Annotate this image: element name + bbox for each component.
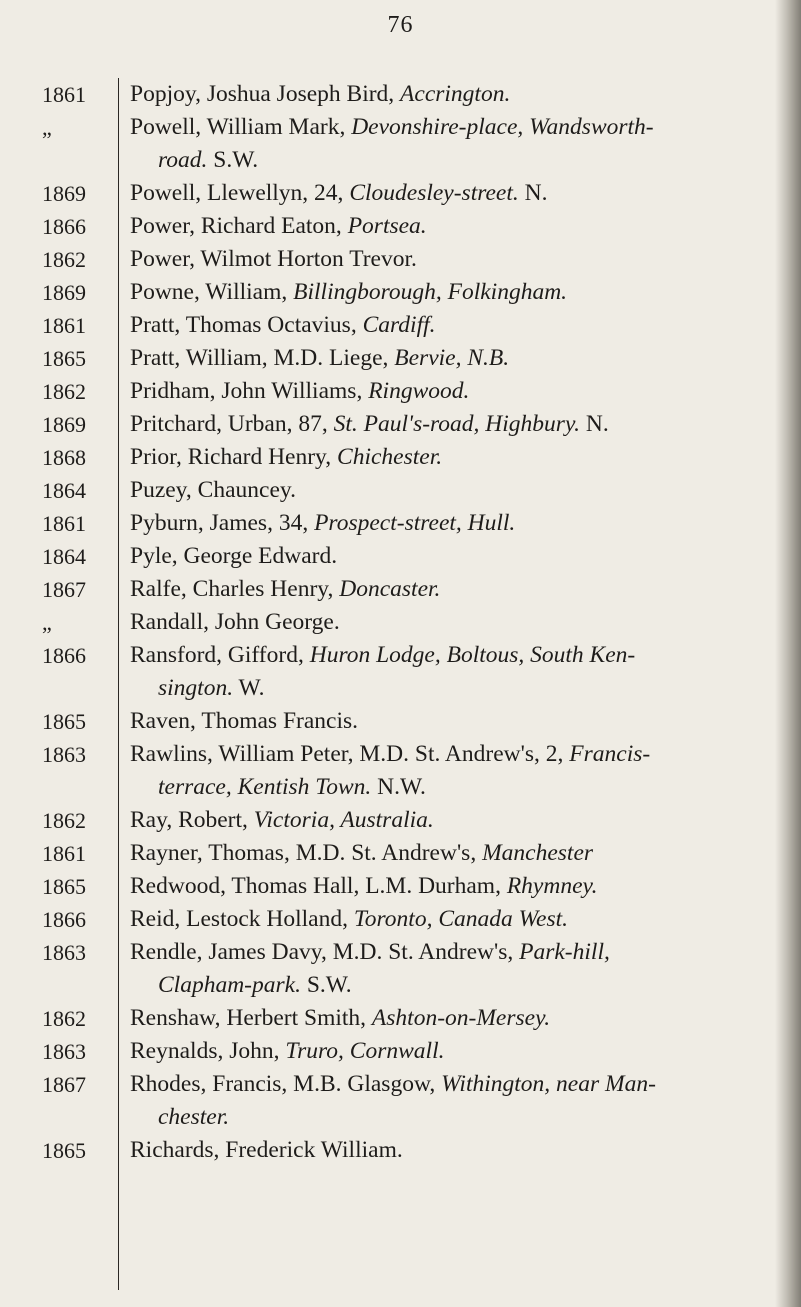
register-entry [0,210,801,243]
entry-name-text: Pritchard, Urban, 87, [130,411,334,437]
entry-name-text: Pratt, Thomas Octavius, [130,312,363,338]
entry-name-text: Rawlins, William Peter, M.D. St. Andrew's, 2, [130,741,570,767]
entry-name-text: W. [233,675,265,701]
entry-address-italic: Francis- [569,741,651,767]
register-entry [0,738,801,804]
entry-name-text: Pridham, John Williams, [130,378,369,404]
entry-year: 1866 [42,643,86,668]
entry-line [130,543,337,569]
entry-address-italic: Billingborough, Folkingham. [293,279,568,305]
register-entry [0,111,801,177]
entry-name-text: Ransford, Gifford, [130,642,310,668]
entry-line [130,576,440,602]
entry-name-text: S.W. [300,972,352,998]
register-entry [0,243,801,276]
entry-year: 1865 [42,709,86,734]
entry-text [130,342,770,375]
entry-line [130,906,568,932]
entry-text [130,474,770,507]
entry-address-italic: Cloudesley-street. [349,180,519,206]
register-entry [0,474,801,507]
page-edge-shadow [775,0,801,1307]
entry-name-text: Prior, Richard Henry, [130,444,338,470]
entry-name-text: Popjoy, Joshua Joseph Bird, [130,81,401,107]
entry-text [130,573,770,606]
entry-line [130,477,296,503]
entry-text [130,606,770,639]
entry-address-italic: road. [158,147,208,173]
register-entry [0,540,801,573]
register-entry [0,342,801,375]
entry-name-text: Power, Wilmot Horton Trevor. [130,246,417,272]
entry-address-italic: Doncaster. [339,576,441,602]
entry-address-italic: Ringwood. [368,378,470,404]
entry-year: 1866 [42,214,86,239]
entry-year: 1865 [42,346,86,371]
entry-year: 1861 [42,511,86,536]
entry-text [130,408,770,441]
entry-year: 1865 [42,1138,86,1163]
entry-line [130,312,436,338]
entry-name-text: Renshaw, Herbert Smith, [130,1005,372,1031]
entry-address-italic: Bervie, N.B. [394,345,510,371]
entry-name-text: Reid, Lestock Holland, [130,906,354,932]
entry-year: 1862 [42,247,86,272]
entry-year: 1862 [42,808,86,833]
entry-year: 1864 [42,544,86,569]
entry-text [130,1068,770,1134]
entry-name-text: N. [579,411,609,437]
entry-name-text: Randall, John George. [130,609,340,635]
entry-text [130,936,770,1002]
entry-year: 1862 [42,1006,86,1031]
entry-year: „ [42,115,52,140]
entry-text [130,540,770,573]
entry-name-text: Powell, Llewellyn, 24, [130,180,350,206]
entry-line [130,114,654,140]
register-entry [0,375,801,408]
entry-line [130,741,650,767]
entry-line [130,939,610,965]
register-entry [0,837,801,870]
entry-text [130,804,770,837]
register-entries [0,78,801,1167]
entry-address-italic: Huron Lodge, Boltous, South Ken- [309,642,636,668]
entry-name-text: Powne, William, [130,279,294,305]
entry-year: 1863 [42,940,86,965]
entry-line [130,213,427,239]
entry-name-text: Puzey, Chauncey. [130,477,296,503]
entry-name-text: Richards, Frederick William. [130,1137,403,1163]
register-entry [0,309,801,342]
entry-text [130,309,770,342]
entry-address-italic: Clapham-park. [158,972,301,998]
entry-line [130,180,548,206]
entry-continuation-line [130,771,770,804]
entry-line [130,81,510,107]
entry-address-italic: Withington, near Man- [441,1071,656,1097]
page-number: 76 [387,12,414,38]
entry-address-italic: Park-hill, [519,939,610,965]
entry-address-italic: Portsea. [347,213,427,239]
entry-year: 1867 [42,1072,86,1097]
entry-year: 1869 [42,181,86,206]
entry-text [130,1002,770,1035]
entry-line [130,1038,444,1064]
entry-address-italic: Accrington. [400,81,511,107]
entry-address-italic: Rhymney. [506,873,598,899]
entry-line [130,1005,550,1031]
entry-continuation-line [130,672,770,705]
entry-line [130,411,609,437]
register-entry [0,1002,801,1035]
register-entry [0,78,801,111]
entry-line [130,708,358,734]
entry-text [130,507,770,540]
entry-name-text: Power, Richard Eaton, [130,213,348,239]
entry-year: 1865 [42,874,86,899]
entry-line [130,807,434,833]
register-entry [0,1068,801,1134]
entry-year: 1861 [42,313,86,338]
entry-address-italic: Ashton-on-Mersey. [371,1005,551,1031]
register-entry [0,177,801,210]
entry-name-text: Pyburn, James, 34, [130,510,315,536]
entry-address-italic: chester. [158,1104,230,1130]
entry-text [130,903,770,936]
entry-line [130,1137,403,1163]
register-entry [0,276,801,309]
register-entry [0,903,801,936]
entry-text [130,870,770,903]
entry-line [130,345,509,371]
entry-year: 1863 [42,742,86,767]
entry-year: 1861 [42,82,86,107]
entry-name-text: Ralfe, Charles Henry, [130,576,340,602]
entry-text [130,210,770,243]
entry-text [130,705,770,738]
entry-year: 1866 [42,907,86,932]
entry-text [130,1134,770,1167]
entry-line [130,840,593,866]
entry-text [130,639,770,705]
entry-year: 1869 [42,280,86,305]
register-entry [0,1035,801,1068]
entry-line [130,642,635,668]
entry-line [130,609,340,635]
register-entry [0,507,801,540]
entry-year: „ [42,610,52,635]
register-entry [0,870,801,903]
entry-text [130,738,770,804]
entry-text [130,111,770,177]
entry-line [130,444,442,470]
entry-line [130,378,469,404]
entry-address-italic: Truro, Cornwall. [285,1038,445,1064]
entry-text [130,837,770,870]
entry-text [130,441,770,474]
entry-year: 1864 [42,478,86,503]
entry-name-text: Rayner, Thomas, M.D. St. Andrew's, [130,840,483,866]
entry-name-text: Powell, William Mark, [130,114,352,140]
entry-text [130,177,770,210]
register-entry [0,606,801,639]
entry-address-italic: sington. [158,675,234,701]
entry-year: 1869 [42,412,86,437]
entry-name-text: Rhodes, Francis, M.B. Glasgow, [130,1071,442,1097]
entry-text [130,276,770,309]
entry-year: 1867 [42,577,86,602]
entry-name-text: Pyle, George Edward. [130,543,338,569]
entry-address-italic: Chichester. [337,444,443,470]
entry-name-text: N.W. [371,774,426,800]
register-entry [0,441,801,474]
register-entry [0,804,801,837]
entry-year: 1868 [42,445,86,470]
entry-address-italic: terrace, Kentish Town. [158,774,372,800]
entry-name-text: S.W. [207,147,259,173]
entry-address-italic: Cardiff. [362,312,436,338]
entry-year: 1863 [42,1039,86,1064]
entry-continuation-line [130,144,770,177]
entry-line [130,873,598,899]
entry-name-text: Rendle, James Davy, M.D. St. Andrew's, [130,939,520,965]
entry-address-italic: Manchester [482,840,594,866]
entry-name-text: Ray, Robert, [130,807,254,833]
register-entry [0,936,801,1002]
entry-name-text: Raven, Thomas Francis. [130,708,359,734]
entry-continuation-line [130,1101,770,1134]
entry-text [130,78,770,111]
register-entry [0,639,801,705]
entry-line [130,1071,656,1097]
entry-address-italic: Devonshire-place, Wandsworth- [351,114,654,140]
entry-name-text: Pratt, William, M.D. Liege, [130,345,395,371]
entry-address-italic: Toronto, Canada West. [353,906,569,932]
entry-line [130,510,515,536]
register-entry [0,1134,801,1167]
register-entry [0,705,801,738]
entry-address-italic: Prospect-street, Hull. [314,510,516,536]
entry-name-text: Reynalds, John, [130,1038,286,1064]
entry-line [130,279,567,305]
entry-line [130,246,417,272]
entry-text [130,375,770,408]
entry-continuation-line [130,969,770,1002]
entry-text [130,1035,770,1068]
entry-year: 1862 [42,379,86,404]
entry-year: 1861 [42,841,86,866]
entry-text [130,243,770,276]
register-entry [0,408,801,441]
register-entry [0,573,801,606]
entry-address-italic: St. Paul's-road, Highbury. [333,411,580,437]
entry-name-text: N. [518,180,548,206]
entry-name-text: Redwood, Thomas Hall, L.M. Durham, [130,873,507,899]
entry-address-italic: Victoria, Australia. [253,807,434,833]
